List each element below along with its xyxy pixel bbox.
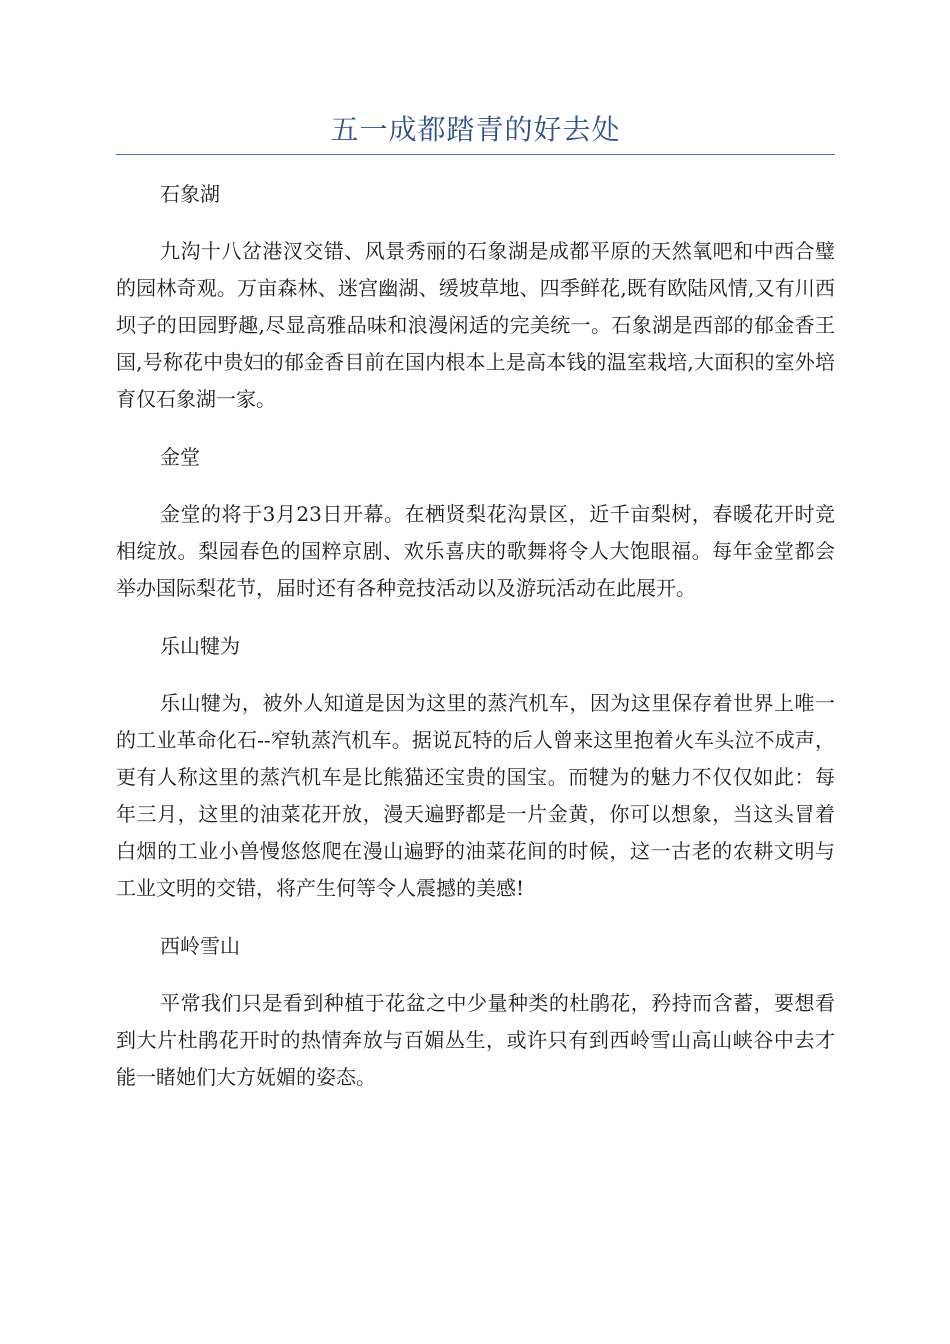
section-body-leshan-qianwei: 乐山犍为，被外人知道是因为这里的蒸汽机车，因为这里保存着世界上唯一的工业革命化石--窄轨蒸汽机车。据说瓦特的后人曾来这里抱着火车头泣不成声，更有人称这里的蒸汽机车是比熊猫还宝贵的国宝。而犍为的魅力不仅仅如此：每年三月，这里的油菜花开放，漫天遍野都是一片金黄，你可以想象，当这头冒着白烟的工业小兽慢悠悠爬在漫山遍野的油菜花间的时候，这一古老的农耕文明与工业文明的交错，将产生何等令人震撼的美感! [116, 691, 835, 900]
title-underline [116, 154, 835, 155]
section-heading-jintang: 金堂 [160, 445, 200, 469]
section-heading-xiling-snow-mountain: 西岭雪山 [160, 934, 240, 958]
section-heading-shixiang-lake: 石象湖 [160, 182, 220, 206]
document-page [116, 108, 835, 1096]
document-title: 五一成都踏青的好去处 [330, 113, 621, 146]
section-body-shixiang-lake: 九沟十八岔港汊交错、风景秀丽的石象湖是成都平原的天然氧吧和中西合璧的园林奇观。万亩森林、迷宫幽湖、缓坡草地、四季鲜花,既有欧陆风情,又有川西坝子的田园野趣,尽显高雅品味和浪漫闲适的完美统一。石象湖是西部的郁金香王国,号称花中贵妇的郁金香目前在国内根本上是高本钱的温室栽培,大面积的室外培育仅石象湖一家。 [116, 239, 835, 411]
section-heading-leshan-qianwei: 乐山犍为 [160, 634, 240, 658]
section-body-xiling-snow-mountain: 平常我们只是看到种植于花盆之中少量种类的杜鹃花，矜持而含蓄，要想看到大片杜鹃花开时的热情奔放与百媚丛生，或许只有到西岭雪山高山峡谷中去才能一睹她们大方妩媚的姿态。 [116, 991, 835, 1089]
section-body-jintang: 金堂的将于3月23日开幕。在栖贤梨花沟景区，近千亩梨树，春暖花开时竞相绽放。梨园春色的国粹京剧、欢乐喜庆的歌舞将令人大饱眼福。每年金堂都会举办国际梨花节，届时还有各种竞技活动以及游玩活动在此展开。 [116, 502, 835, 600]
